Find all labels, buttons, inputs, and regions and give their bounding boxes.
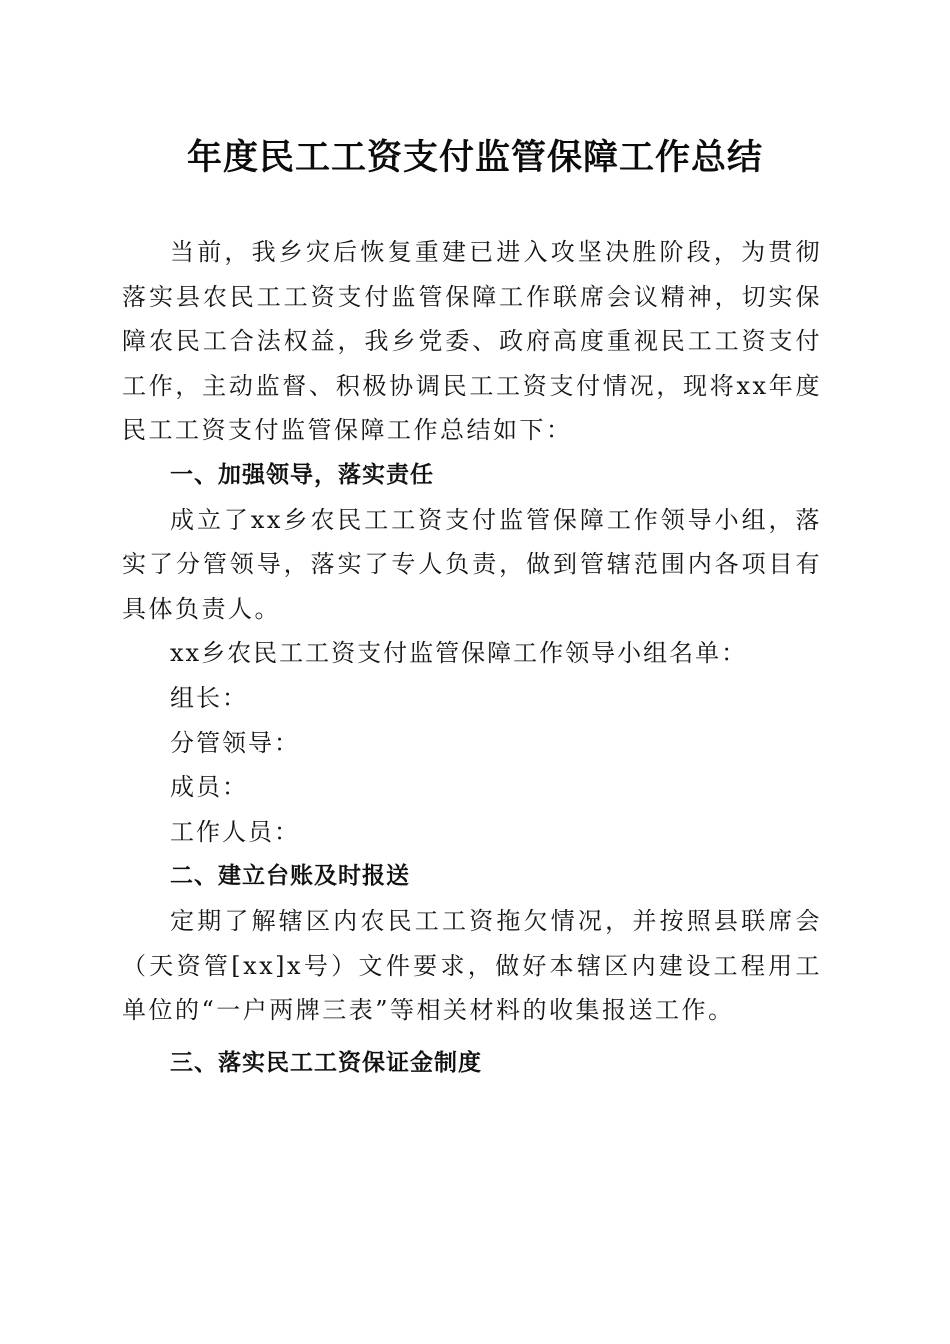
role-leader: 组长： bbox=[170, 683, 248, 712]
section-2-paragraph: 定期了解辖区内农民工工资拖欠情况，并按照县联席会（天资管[xx]x号）文件要求，做好本辖区内建设工程用工单位的“一户两牌三表”等相关材料的收集报送工作。 bbox=[122, 906, 822, 1025]
document-title: 年度民工工资支付监管保障工作总结 bbox=[186, 137, 763, 178]
section-1-paragraph: 成立了xx乡农民工工资支付监管保障工作领导小组，落实了分管领导，落实了专人负责，做到管辖范围内各项目有具体负责人。 bbox=[122, 505, 822, 623]
section-1-heading: 一、加强领导，落实责任 bbox=[170, 461, 434, 488]
intro-paragraph: 当前，我乡灾后恢复重建已进入攻坚决胜阶段，为贯彻落实县农民工工资支付监管保障工作联席会议精神，切实保障农民工合法权益，我乡党委、政府高度重视民工工资支付工作，主动监督、积极协调民工工资支付情况，现将xx年度民工工资支付监管保障工作总结如下： bbox=[122, 238, 822, 445]
role-members: 成员： bbox=[170, 773, 248, 802]
role-deputy: 分管领导： bbox=[170, 728, 300, 757]
role-staff: 工作人员： bbox=[170, 817, 300, 846]
group-list-title: xx乡农民工工资支付监管保障工作领导小组名单： bbox=[170, 639, 748, 668]
document-body bbox=[122, 230, 822, 1085]
section-2-heading: 二、建立台账及时报送 bbox=[170, 863, 410, 890]
section-3-heading: 三、落实民工工资保证金制度 bbox=[170, 1049, 482, 1076]
